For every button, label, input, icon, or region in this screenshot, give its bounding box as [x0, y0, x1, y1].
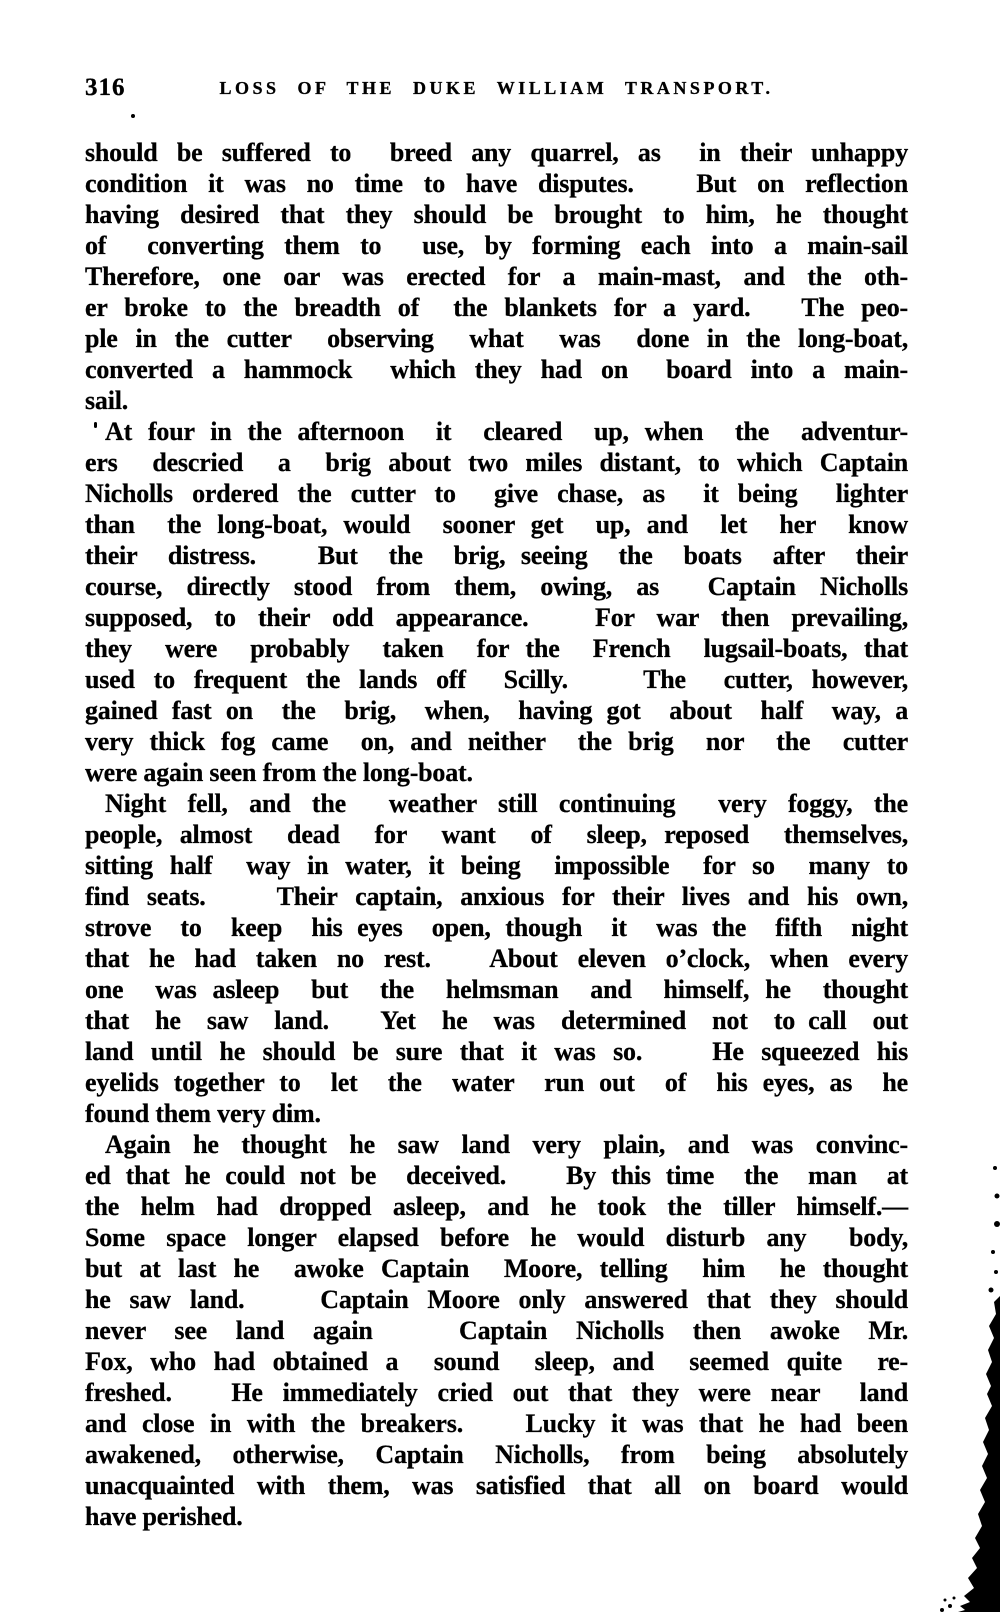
- text-line: and close in with the breakers. Lucky it was that he had been: [85, 1409, 908, 1438]
- text-line: ple in the cutter observing what was done in the long-boat,: [85, 324, 908, 353]
- text-line: strove to keep his eyes open, though it was the fifth night: [85, 913, 908, 942]
- text-line: er broke to the breadth of the blankets for a yard. The peo-: [85, 293, 908, 322]
- text-line: ed that he could not be deceived. By this time the man at: [85, 1161, 908, 1190]
- text-line: having desired that they should be brought to him, he thought: [85, 200, 908, 229]
- text-line: that he saw land. Yet he was determined not to call out: [85, 1006, 908, 1035]
- text-line: unacquainted with them, was satisfied that all on board would: [85, 1471, 908, 1500]
- text-line: Some space longer elapsed before he would disturb any body,: [85, 1223, 908, 1252]
- text-line: gained fast on the brig, when, having got about half way, a: [85, 696, 908, 725]
- text-line: people, almost dead for want of sleep, reposed themselves,: [85, 820, 908, 849]
- text-line: condition it was no time to have disputes. But on reflection: [85, 169, 908, 198]
- ink-speck: [131, 114, 135, 118]
- text-line: eyelids together to let the water run out of his eyes, as he: [85, 1068, 908, 1097]
- text-line: Again he thought he saw land very plain, and was convinc-: [105, 1130, 908, 1159]
- text-line: sail.: [85, 386, 129, 415]
- text-line: Therefore, one oar was erected for a main-mast, and the oth-: [85, 262, 908, 291]
- text-line: of converting them to use, by forming each into a main-sail: [85, 231, 908, 260]
- text-line: ers descried a brig about two miles distant, to which Captain: [85, 448, 908, 477]
- text-line: very thick fog came on, and neither the brig nor the cutter: [85, 727, 908, 756]
- text-line: but at last he awoke Captain Moore, telling him he thought: [85, 1254, 908, 1283]
- body-text: [85, 137, 908, 1532]
- text-line: course, directly stood from them, owing, as Captain Nicholls: [85, 572, 908, 601]
- text-line: they were probably taken for the French lugsail-boats, that: [85, 634, 908, 663]
- text-line: should be suffered to breed any quarrel, as in their unhappy: [85, 138, 908, 167]
- text-line: converted a hammock which they had on board into a main-: [85, 355, 908, 384]
- text-line: have perished.: [85, 1502, 243, 1531]
- page-header: [85, 74, 908, 106]
- scan-ink-smudge: [930, 1140, 1000, 1612]
- text-line: Nicholls ordered the cutter to give chase, as it being lighter: [85, 479, 908, 508]
- text-line: than the long-boat, would sooner get up, and let her know: [85, 510, 908, 539]
- text-line: supposed, to their odd appearance. For war then prevailing,: [85, 603, 908, 632]
- text-line: Fox, who had obtained a sound sleep, and seemed quite re-: [85, 1347, 908, 1376]
- text-line: At four in the afternoon it cleared up, when the adventur-: [105, 417, 908, 446]
- text-line: Night fell, and the weather still continuing very foggy, the: [105, 789, 908, 818]
- text-line: one was asleep but the helmsman and himself, he thought: [85, 975, 908, 1004]
- text-line: sitting half way in water, it being impossible for so many to: [85, 851, 908, 880]
- text-line: never see land again Captain Nicholls then awoke Mr.: [85, 1316, 908, 1345]
- text-line: their distress. But the brig, seeing the boats after their: [85, 541, 908, 570]
- text-line: freshed. He immediately cried out that they were near land: [85, 1378, 908, 1407]
- text-line: find seats. Their captain, anxious for their lives and his own,: [85, 882, 908, 911]
- running-title: LOSS OF THE DUKE WILLIAM TRANSPORT.: [219, 78, 774, 98]
- text-line: used to frequent the lands off Scilly. The cutter, however,: [85, 665, 908, 694]
- text-line: were again seen from the long-boat.: [85, 758, 473, 787]
- text-line: the helm had dropped asleep, and he took the tiller himself.—: [85, 1192, 908, 1221]
- text-line: found them very dim.: [85, 1099, 321, 1128]
- page-number: 316: [85, 74, 126, 101]
- text-line: he saw land. Captain Moore only answered that they should: [85, 1285, 908, 1314]
- text-line: land until he should be sure that it was so. He squeezed his: [85, 1037, 908, 1066]
- text-line: awakened, otherwise, Captain Nicholls, from being absolutely: [85, 1440, 908, 1469]
- text-line: that he had taken no rest. About eleven o’clock, when every: [85, 944, 908, 973]
